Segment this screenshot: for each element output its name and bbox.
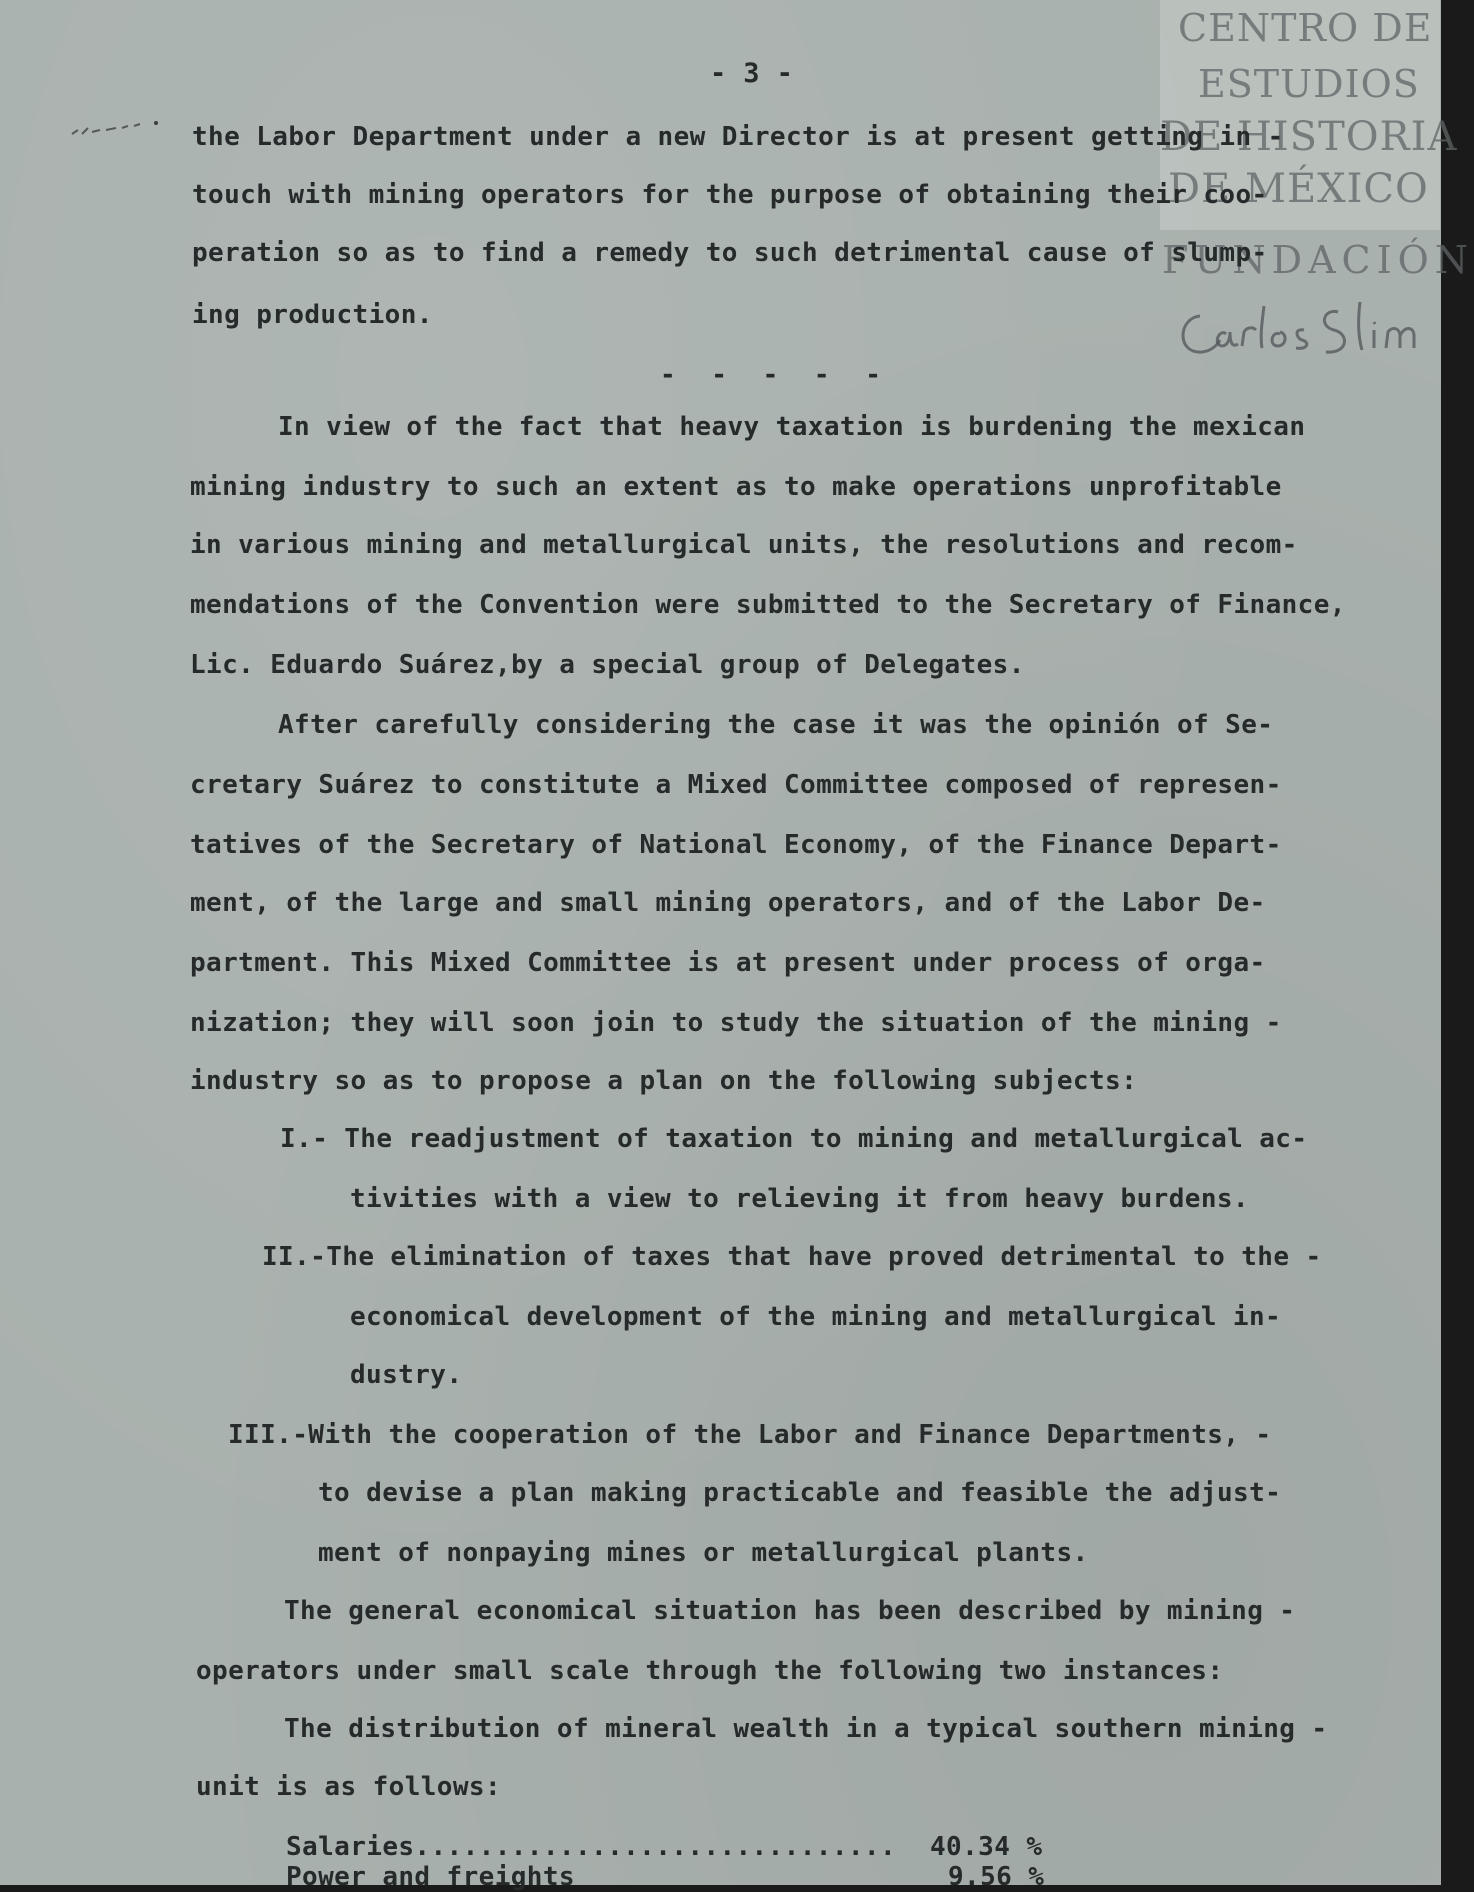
text-line: cretary Suárez to constitute a Mixed Committee composed of represen- xyxy=(190,770,1282,800)
text-line: ment, of the large and small mining operators, and of the Labor De- xyxy=(190,888,1266,918)
list-item-line: ment of nonpaying mines or metallurgical plants. xyxy=(318,1538,1089,1568)
text-line: nization; they will soon join to study the situation of the mining - xyxy=(190,1008,1282,1038)
text-line: In view of the fact that heavy taxation is burdening the mexican xyxy=(278,412,1306,442)
text-line: the Labor Department under a new Director is at present getting in - xyxy=(192,122,1284,152)
stamp-line-3: DE HISTORIA xyxy=(1160,114,1458,160)
stamp-signature-graphic xyxy=(1168,296,1438,366)
text-line: mining industry to such an extent as to make operations unprofitable xyxy=(190,472,1282,502)
table-row-value: 40.34 % xyxy=(930,1832,1043,1862)
list-item-line: III.-With the cooperation of the Labor and Finance Departments, - xyxy=(228,1420,1272,1450)
stamp-line-4: DE MÉXICO xyxy=(1168,166,1429,212)
text-line: peration so as to find a remedy to such detrimental cause of slump- xyxy=(192,238,1268,268)
section-separator: - - - - - xyxy=(660,360,891,390)
stamp-line-2: ESTUDIOS xyxy=(1198,62,1420,106)
text-line: partment. This Mixed Committee is at present under process of orga- xyxy=(190,948,1266,978)
text-line: operators under small scale through the following two instances: xyxy=(196,1656,1224,1686)
margin-mark xyxy=(70,120,160,140)
list-item-line: II.-The elimination of taxes that have proved detrimental to the - xyxy=(262,1242,1322,1272)
list-item-line: to devise a plan making practicable and feasible the adjust- xyxy=(318,1478,1282,1508)
table-row-label: Salaries.............................. xyxy=(286,1832,897,1862)
text-line: in various mining and metallurgical units, the resolutions and recom- xyxy=(190,530,1298,560)
text-line: Lic. Eduardo Suárez,by a special group of Delegates. xyxy=(190,650,1025,680)
text-line: industry so as to propose a plan on the following subjects: xyxy=(190,1066,1138,1096)
stamp-line-1: CENTRO DE xyxy=(1178,6,1433,50)
text-line: The distribution of mineral wealth in a typical southern mining - xyxy=(284,1714,1328,1744)
text-line: touch with mining operators for the purpose of obtaining their coo- xyxy=(192,180,1268,210)
text-line: unit is as follows: xyxy=(196,1772,502,1802)
table-row-value: 9.56 % xyxy=(948,1862,1045,1892)
text-line: ing production. xyxy=(192,300,433,330)
list-item-line: tivities with a view to relieving it from heavy burdens. xyxy=(350,1184,1249,1214)
list-item-line: economical development of the mining and metallurgical in- xyxy=(350,1302,1282,1332)
text-line: After carefully considering the case it was the opinión of Se- xyxy=(278,710,1274,740)
page-number: - 3 - xyxy=(710,58,794,89)
table-row-label: Power and freights xyxy=(286,1862,575,1892)
list-item-line: dustry. xyxy=(350,1360,463,1390)
text-line: mendations of the Convention were submitted to the Secretary of Finance, xyxy=(190,590,1346,620)
text-line: tatives of the Secretary of National Economy, of the Finance Depart- xyxy=(190,830,1282,860)
text-line: The general economical situation has been described by mining - xyxy=(284,1596,1296,1626)
list-item-line: I.- The readjustment of taxation to mining and metallurgical ac- xyxy=(280,1124,1308,1154)
stamp-line-5: FUNDACIÓN xyxy=(1162,238,1474,282)
